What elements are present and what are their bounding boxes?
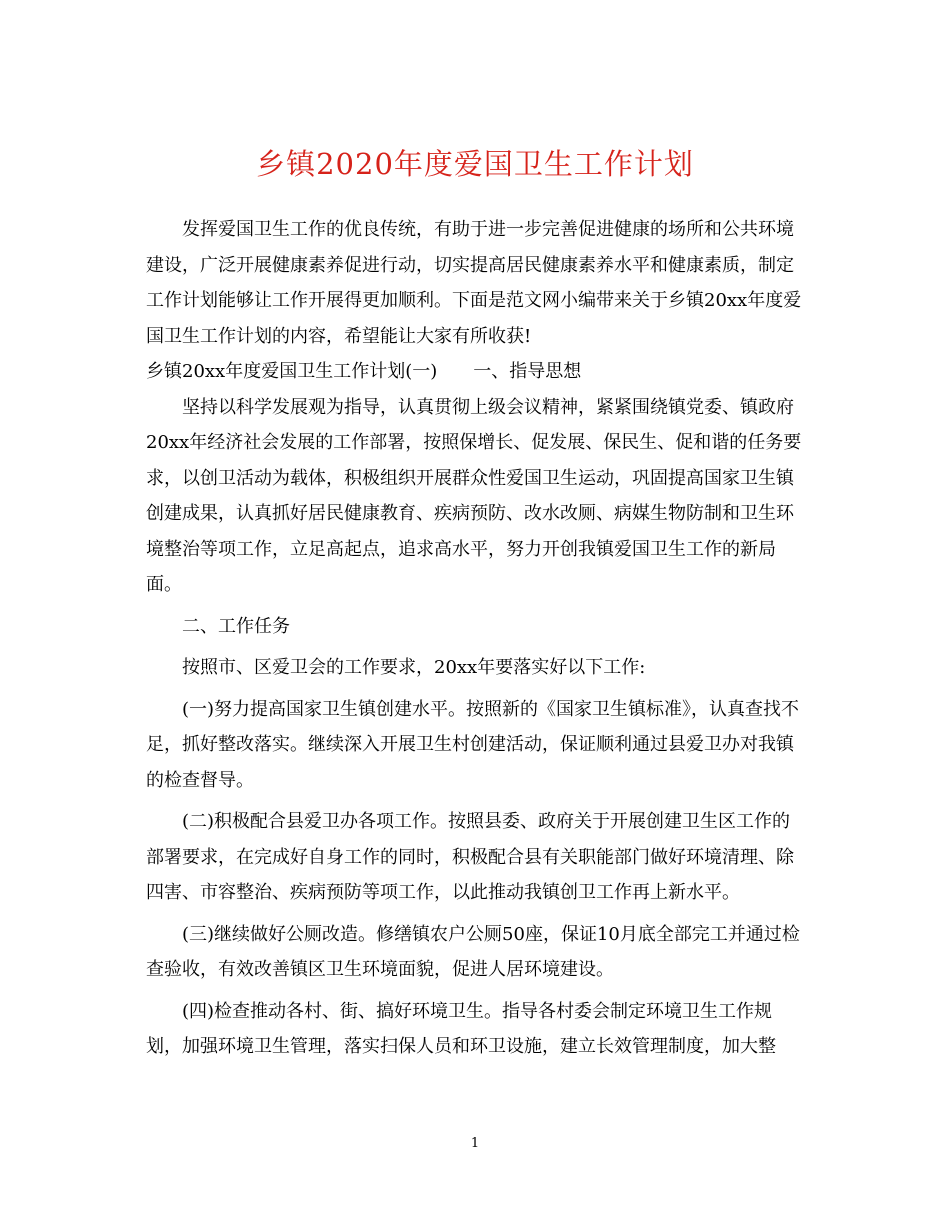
task-item-3: (三)继续做好公厕改造。修缮镇农户公厕50座，保证10月底全部完工并通过检查验收，有效改善镇区卫生环境面貌，促进人居环境建设。 xyxy=(146,923,800,980)
requirement-paragraph: 按照市、区爱卫会的工作要求，20xx年要落实好以下工作: xyxy=(182,657,646,678)
section-heading-tasks: 二、工作任务 xyxy=(182,615,290,637)
guiding-paragraph: 坚持以科学发展观为指导，认真贯彻上级会议精神，紧紧围绕镇党委、镇政府20xx年经济社会发展的工作部署，按照保增长、促发展、保民生、促和谐的任务要求，以创卫活动为载体，积极组织开展群众性爱国卫生运动，巩固提高国家卫生镇创建成果，认真抓好居民健康教育、疾病预防、改水改厕、病媒生物防制和卫生环境整治等项工作，立足高起点，追求高水平，努力开创我镇爱国卫生工作的新局面。 xyxy=(146,396,802,595)
page-number: 1 xyxy=(470,1136,480,1151)
task-item-4: (四)检查推动各村、街、搞好环境卫生。指导各村委会制定环境卫生工作规划，加强环境卫生管理，落实扫保人员和环卫设施，建立长效管理制度，加大整 xyxy=(146,1000,776,1057)
task-item-1: (一)努力提高国家卫生镇创建水平。按照新的《国家卫生镇标准》，认真查找不足，抓好整改落实。继续深入开展卫生村创建活动，保证顺利通过县爱卫办对我镇的检查督导。 xyxy=(146,698,800,791)
document-title: 乡镇2020年度爱国卫生工作计划 xyxy=(256,147,694,181)
plan-heading: 乡镇20xx年度爱国卫生工作计划(一) 一、指导思想 xyxy=(146,361,582,382)
task-item-2: (二)积极配合县爱卫办各项工作。按照县委、政府关于开展创建卫生区工作的部署要求，在完成好自身工作的同时，积极配合县有关职能部门做好环境清理、除四害、市容整治、疾病预防等项工作，以此推动我镇创卫工作再上新水平。 xyxy=(146,811,794,903)
document-body xyxy=(146,212,806,1065)
intro-paragraph: 发挥爱国卫生工作的优良传统，有助于进一步完善促进健康的场所和公共环境建设，广泛开展健康素养促进行动，切实提高居民健康素养水平和健康素质，制定工作计划能够让工作开展得更加顺利。下面是范文网小编带来关于乡镇20xx年度爱国卫生工作计划的内容，希望能让大家有所收获! xyxy=(146,219,802,347)
